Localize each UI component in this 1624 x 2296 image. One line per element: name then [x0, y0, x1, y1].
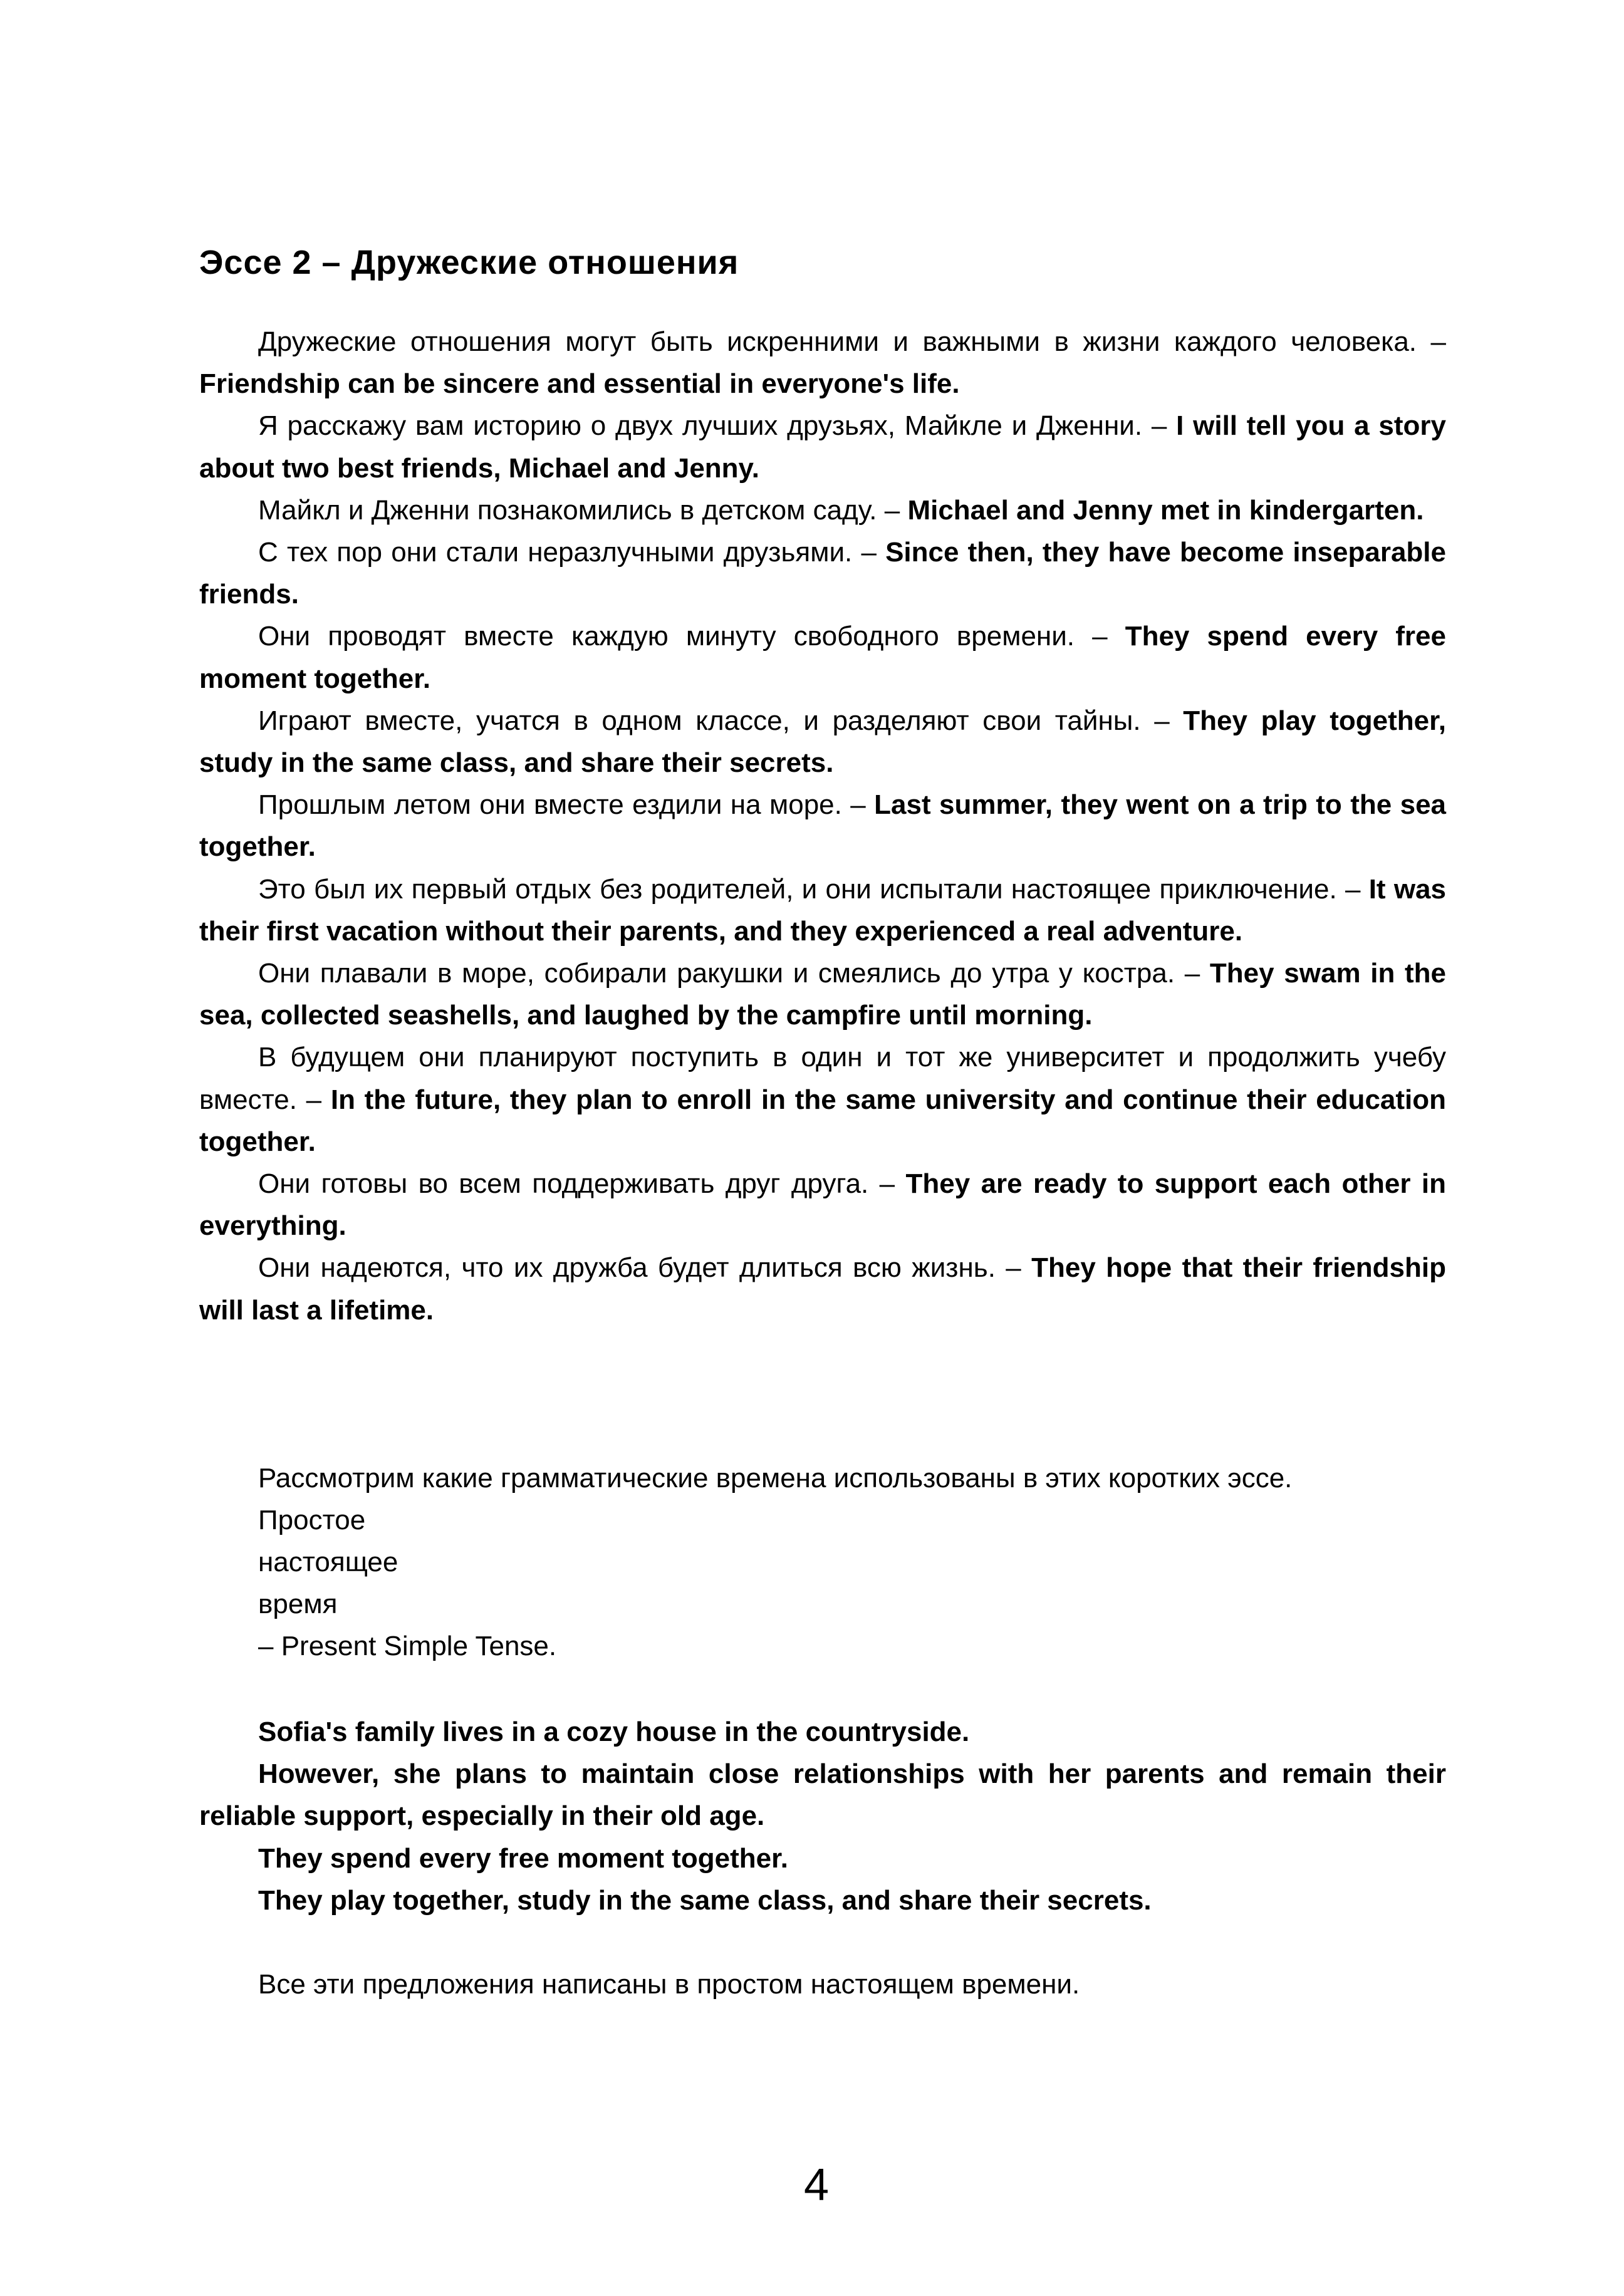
grammar-section: [258, 1457, 1292, 1667]
essay-body: [199, 321, 1446, 1331]
essay-title: Эссе 2 – Дружеские отношения: [199, 244, 739, 281]
english-translation: Last summer, they went on a trip to the sea together.: [199, 789, 1447, 863]
dash: –: [296, 1084, 331, 1115]
essay-paragraph: [199, 784, 1446, 868]
essay-paragraph: [199, 531, 1446, 615]
grammar-intro: Рассмотрим какие грамматические времена использованы в этих коротких эссе.: [258, 1463, 1293, 1493]
essay-paragraph: [199, 1163, 1446, 1247]
russian-sentence: С тех пор они стали неразлучными друзьями.: [258, 537, 853, 568]
english-translation: They swam in the sea, collected seashells, and laughed by the campfire until morning.: [199, 958, 1447, 1031]
dash: –: [995, 1252, 1032, 1284]
english-translation: They spend every free moment together.: [199, 621, 1447, 694]
russian-sentence: Я расскажу вам историю о двух лучших друзьях, Майкле и Дженни.: [258, 410, 1143, 442]
dash: –: [1140, 705, 1184, 736]
english-translation: They play together, study in the same class, and share their secrets.: [199, 705, 1447, 779]
english-translation: Michael and Jenny met in kindergarten.: [907, 494, 1424, 526]
russian-sentence: Это был их первый отдых без родителей, и они испытали настоящее приключение.: [258, 873, 1337, 905]
english-translation: It was their first vacation without their parents, and they experienced a real adventure.: [199, 873, 1446, 947]
russian-sentence: Майкл и Дженни познакомились в детском саду.: [258, 494, 877, 526]
english-translation: I will tell you a story about two best friends, Michael and Jenny.: [199, 410, 1447, 484]
russian-sentence: Играют вместе, учатся в одном классе, и разделяют свои тайны.: [258, 705, 1141, 736]
russian-sentence: Прошлым летом они вместе ездили на море.: [258, 789, 842, 821]
essay-paragraph: [199, 868, 1446, 952]
essay-paragraph: [199, 321, 1446, 405]
essay-paragraph: [199, 952, 1446, 1036]
english-translation: In the future, they plan to enroll in the same university and continue their education together.: [199, 1084, 1447, 1157]
grammar-line: – Present Simple Tense.: [258, 1631, 557, 1661]
russian-sentence: Они проводят вместе каждую минуту свободного времени.: [258, 621, 1075, 652]
russian-sentence: Они плавали в море, собирали ракушки и смеялись до утра у костра.: [258, 958, 1175, 989]
english-translation: Friendship can be sincere and essential in everyone's life.: [199, 368, 960, 400]
dash: –: [868, 1168, 906, 1200]
english-translation: Since then, they have become inseparable friends.: [199, 537, 1446, 610]
grammar-line: настоящее: [258, 1547, 398, 1577]
dash: –: [1175, 958, 1210, 989]
dash: –: [841, 789, 875, 821]
russian-sentence: В будущем они планируют поступить в один и тот же университет и продолжить учебу вместе.: [199, 1042, 1446, 1115]
russian-sentence: Они готовы во всем поддерживать друг друга.: [258, 1168, 869, 1200]
conclusion: Все эти предложения написаны в простом настоящем времени.: [258, 1969, 1080, 2000]
dash: –: [1075, 621, 1125, 652]
example-sentence: Sofia's family lives in a cozy house in the countryside.: [258, 1717, 970, 1747]
dash: –: [1142, 410, 1177, 442]
essay-paragraph: [199, 615, 1446, 699]
page-number: 4: [803, 2160, 830, 2210]
english-translation: They hope that their friendship will last a lifetime.: [199, 1252, 1447, 1326]
example-sentence: They spend every free moment together.: [258, 1842, 789, 1874]
essay-paragraph: [199, 489, 1446, 531]
example-sentence: They play together, study in the same class, and share their secrets.: [258, 1884, 1152, 1916]
example-sentence: However, she plans to maintain close relationships with her parents and remain their reliable support, especially in their old age.: [199, 1758, 1446, 1832]
essay-paragraph: [199, 405, 1446, 489]
dash: –: [1417, 326, 1447, 357]
essay-paragraph: [199, 1247, 1446, 1331]
grammar-line: время: [258, 1589, 338, 1619]
english-translation: They are ready to support each other in everything.: [199, 1168, 1446, 1242]
russian-sentence: Они надеются, что их дружба будет длиться всю жизнь.: [258, 1252, 996, 1284]
russian-sentence: Дружеские отношения могут быть искренними и важными в жизни каждого человека.: [258, 326, 1417, 357]
dash: –: [1336, 873, 1369, 905]
dash: –: [852, 537, 886, 568]
essay-paragraph: [199, 1036, 1446, 1163]
grammar-line: Простое: [258, 1505, 366, 1535]
examples-section: [199, 1711, 1446, 1921]
essay-paragraph: [199, 700, 1446, 784]
dash: –: [877, 494, 908, 526]
